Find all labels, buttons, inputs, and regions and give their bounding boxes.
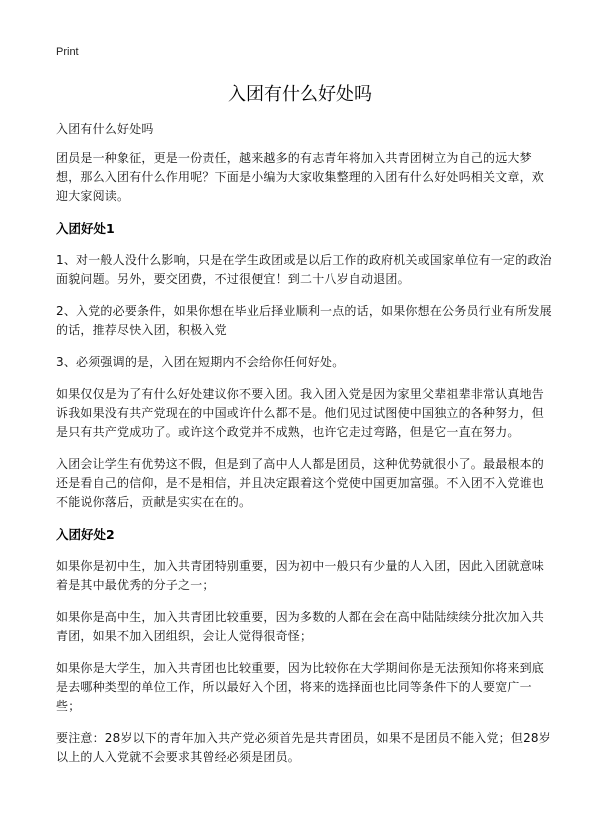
- paragraph: 如果你是高中生，加入共青团比较重要，因为多数的人都在会在高中陆陆续续分批次加入共青团，如果不加入团组织，会让人觉得很奇怪；: [56, 610, 545, 643]
- article-subtitle: 入团有什么好处吗: [56, 122, 154, 136]
- paragraph: 入团会让学生有优势这不假，但是到了高中人人都是团员，这种优势就很小了。最最根本的还是看自己的信仰，是不是相信，并且决定跟着这个党使中国更加富强。不入团不入党谁也不能说你落后，贡献是实实在在的。: [56, 457, 545, 509]
- page-title: 入团有什么好处吗: [228, 84, 372, 105]
- article-body: [56, 120, 556, 780]
- paragraph: 如果你是初中生，加入共青团特别重要，因为初中一般只有少量的人入团，因此入团就意味着是其中最优秀的分子之一；: [56, 559, 545, 592]
- section-heading: 入团好处2: [56, 527, 115, 542]
- paragraph: 3、必须强调的是，入团在短期内不会给你任何好处。: [56, 355, 345, 369]
- intro-paragraph: 团员是一种象征，更是一份责任，越来越多的有志青年将加入共青团树立为自己的远大梦想，那么入团有什么作用呢？下面是小编为大家收集整理的入团有什么好处吗相关文章，欢迎大家阅读。: [56, 151, 545, 203]
- paragraph: 如果你是大学生，加入共青团也比较重要，因为比较你在大学期间你是无法预知你将来到底是去哪种类型的单位工作，所以最好入个团，将来的选择面也比同等条件下的人要宽广一些；: [56, 661, 545, 713]
- section-heading: 入团好处1: [56, 221, 115, 236]
- paragraph: 2、入党的必要条件，如果你想在毕业后择业顺利一点的话，如果你想在公务员行业有所发展的话，推荐尽快入团，积极入党: [56, 304, 552, 337]
- paragraph: 如果仅仅是为了有什么好处建议你不要入团。我入团入党是因为家里父辈祖辈非常认真地告诉我如果没有共产党现在的中国或许什么都不是。他们见过试图使中国独立的各种努力，但是只有共产党成功了。或许这个政党并不成熟，也许它走过弯路，但是它一直在努力。: [56, 387, 545, 439]
- print-link[interactable]: Print: [56, 46, 79, 58]
- paragraph: 要注意：28岁以下的青年加入共产党必须首先是共青团员，如果不是团员不能入党；但28岁以上的人入党就不会要求其曾经必须是团员。: [56, 731, 551, 764]
- paragraph: 1、对一般人没什么影响，只是在学生政团或是以后工作的政府机关或国家单位有一定的政治面貌问题。另外，要交团费，不过很便宜！到二十八岁自动退团。: [56, 253, 552, 286]
